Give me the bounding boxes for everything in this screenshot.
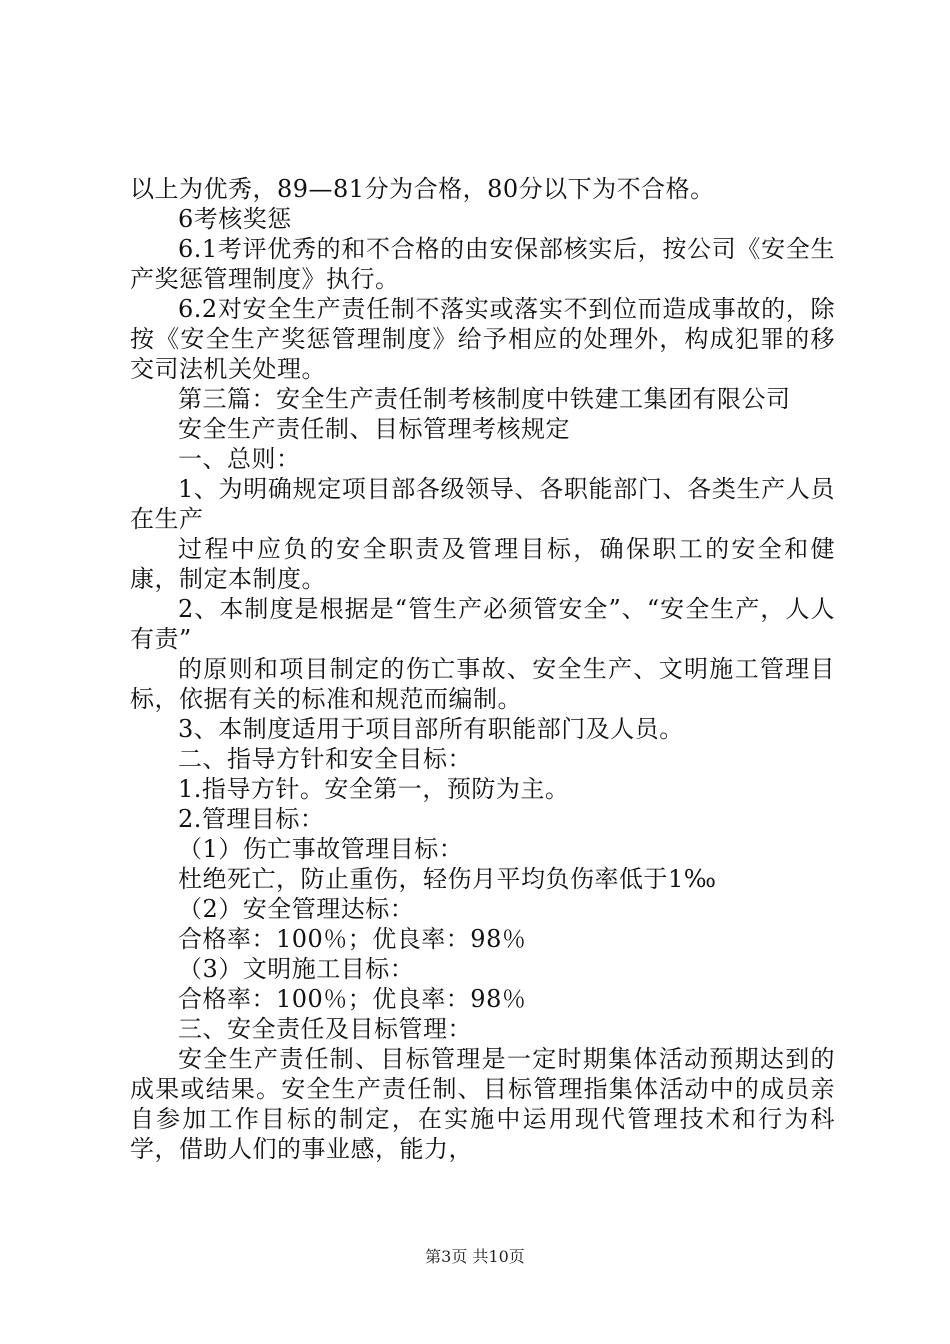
- paragraph: 6.2对安全生产责任制不落实或落实不到位而造成事故的，除按《安全生产奖惩管理制度》给予相应的处理外，构成犯罪的移交司法机关处理。: [130, 295, 835, 383]
- paragraph: 的原则和项目制定的伤亡事故、安全生产、文明施工管理目标，依据有关的标准和规范而编制。: [130, 655, 835, 713]
- paragraph: （3）文明施工目标：: [178, 955, 415, 983]
- paragraph: 杜绝死亡，防止重伤，轻伤月平均负伤率低于1‰: [178, 865, 717, 893]
- paragraph: 6.1考评优秀的和不合格的由安保部核实后，按公司《安全生产奖惩管理制度》执行。: [130, 235, 835, 293]
- paragraph: 1、为明确规定项目部各级领导、各职能部门、各类生产人员在生产: [130, 475, 835, 533]
- paragraph: （1）伤亡事故管理目标：: [178, 835, 464, 863]
- paragraph: 安全生产责任制、目标管理考核规定: [178, 415, 570, 443]
- paragraph: 6考核奖惩: [178, 205, 292, 233]
- paragraph: 以上为优秀，89—81分为合格，80分以下为不合格。: [130, 175, 715, 203]
- paragraph: 第三篇：安全生产责任制考核制度中铁建工集团有限公司: [178, 385, 791, 413]
- page-footer: 第3页 共10页: [425, 1247, 525, 1266]
- paragraph: （2）安全管理达标：: [178, 895, 415, 923]
- paragraph: 二、指导方针和安全目标：: [178, 745, 472, 773]
- paragraph: 2.管理目标：: [178, 805, 325, 833]
- paragraph: 一、总则：: [178, 445, 301, 473]
- paragraph: 合格率：100％；优良率：98％: [178, 925, 527, 953]
- paragraph: 三、安全责任及目标管理：: [178, 1015, 472, 1043]
- paragraph: 安全生产责任制、目标管理是一定时期集体活动预期达到的成果或结果。安全生产责任制、目标管理指集体活动中的成员亲自参加工作目标的制定，在实施中运用现代管理技术和行为科学，借助人们的事业感，能力，: [130, 1045, 835, 1163]
- paragraph: 3、本制度适用于项目部所有职能部门及人员。: [178, 715, 684, 743]
- paragraph: 2、本制度是根据是“管生产必须管安全”、“安全生产，人人有责”: [130, 595, 835, 653]
- paragraph: 过程中应负的安全职责及管理目标，确保职工的安全和健康，制定本制度。: [130, 535, 835, 593]
- paragraph: 合格率：100％；优良率：98％: [178, 985, 527, 1013]
- document-body: [130, 174, 835, 1164]
- paragraph: 1.指导方针。安全第一，预防为主。: [178, 775, 570, 803]
